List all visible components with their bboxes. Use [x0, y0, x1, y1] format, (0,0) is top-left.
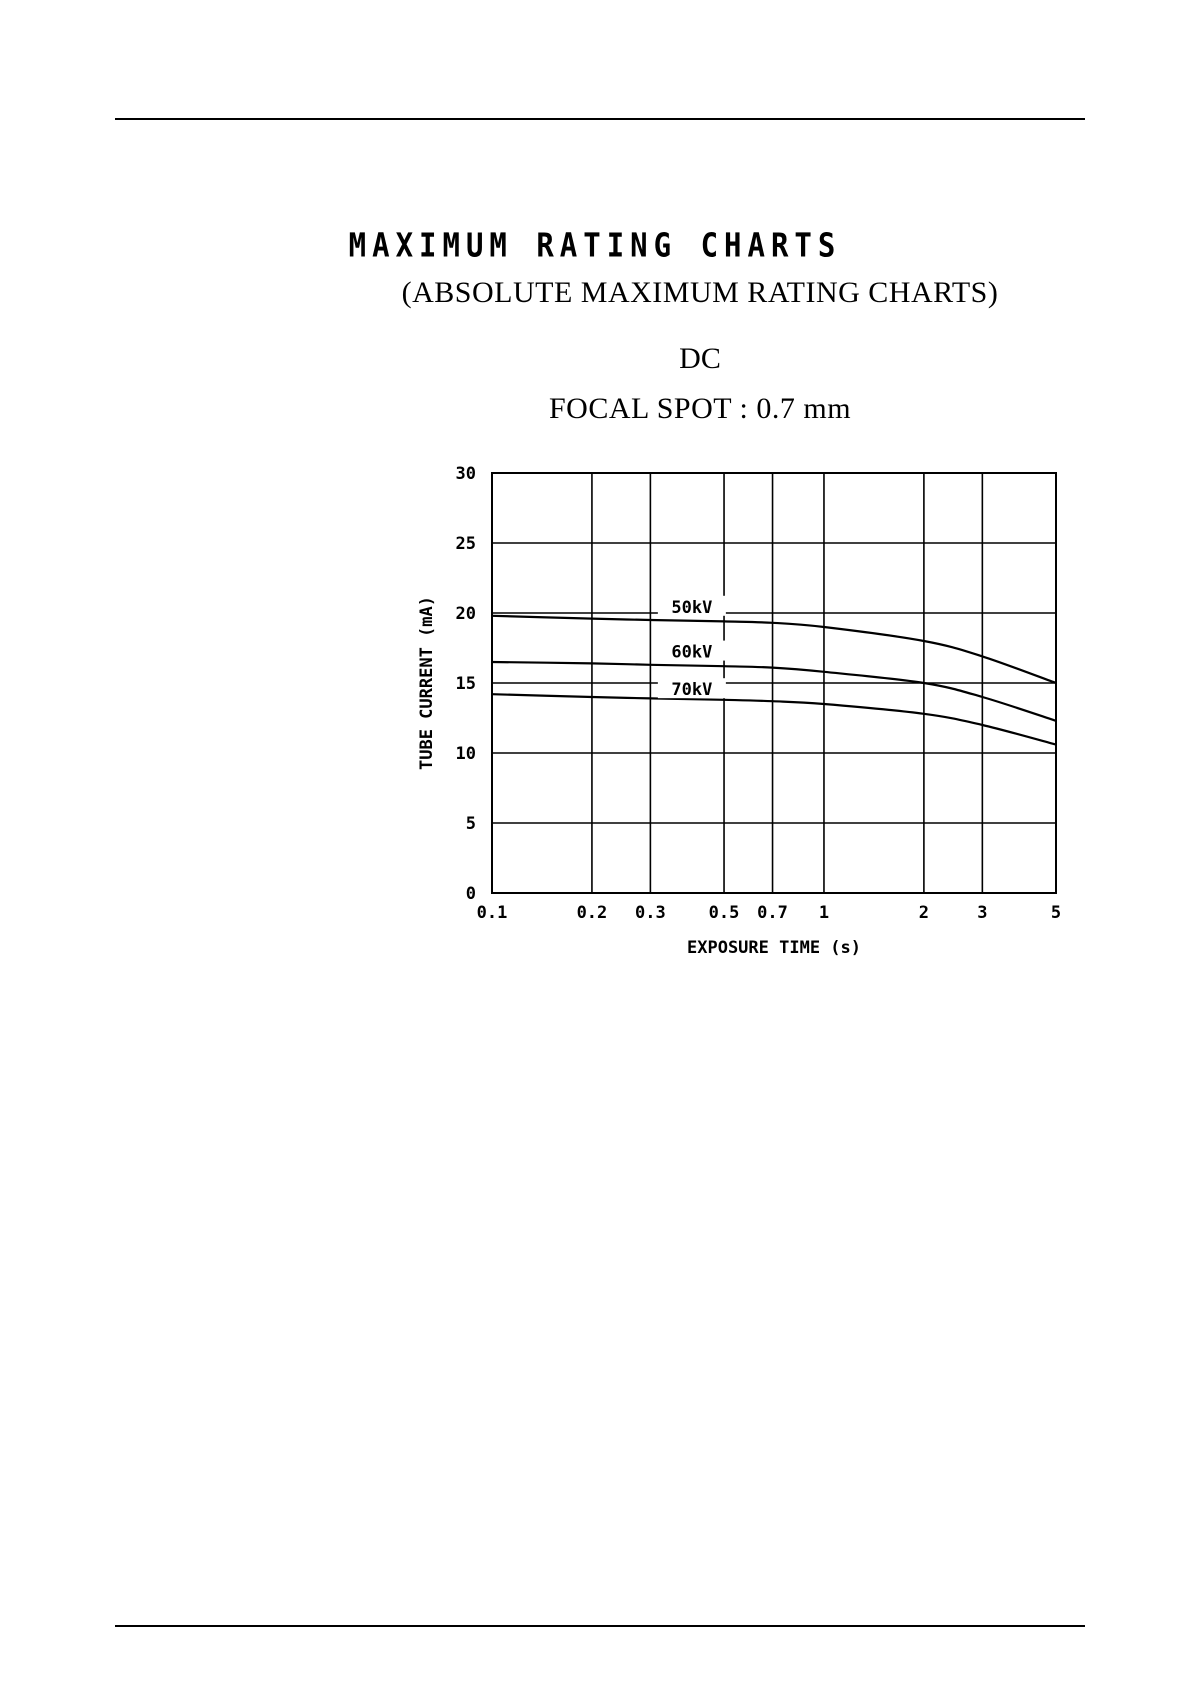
y-tick-label: 5: [465, 814, 476, 834]
series-lines: [492, 616, 1056, 745]
y-axis-label: TUBE CURRENT (mA): [417, 596, 437, 770]
series-line-50kv: [492, 616, 1056, 683]
y-tick-label: 15: [455, 674, 476, 694]
chart-subtitle: (ABSOLUTE MAXIMUM RATING CHARTS): [401, 276, 999, 309]
bottom-rule: [115, 1625, 1085, 1627]
x-tick-label: 0.2: [576, 903, 608, 923]
y-tick-label: 25: [455, 534, 476, 554]
y-tick-label: 30: [455, 464, 476, 484]
x-tick-label: 1: [818, 903, 830, 923]
mode-label: DC: [679, 342, 721, 375]
y-tick-label: 0: [465, 884, 476, 904]
series-label-70kv: 70kV: [671, 680, 713, 701]
series-label-60kv: 60kV: [671, 642, 713, 663]
series-label-50kv: 50kV: [671, 597, 713, 618]
chart-title: MAXIMUM RATING CHARTS: [348, 225, 842, 265]
series-line-70kv: [492, 694, 1056, 744]
series-line-60kv: [492, 662, 1056, 721]
x-tick-label: 0.7: [757, 903, 788, 923]
y-tick-label: 20: [455, 604, 476, 624]
x-axis-label: EXPOSURE TIME (s): [687, 938, 861, 958]
x-tick-label: 0.3: [635, 903, 666, 923]
x-tick-label: 5: [1050, 903, 1062, 923]
y-tick-label: 10: [455, 744, 476, 764]
focal-spot-label: FOCAL SPOT : 0.7 mm: [548, 392, 852, 425]
x-tick-label: 3: [977, 903, 988, 923]
series-labels: [658, 596, 726, 700]
x-tick-label: 0.1: [476, 903, 508, 923]
x-tick-label: 2: [918, 903, 930, 923]
grid: [492, 473, 1056, 893]
x-tick-label: 0.5: [708, 903, 740, 923]
